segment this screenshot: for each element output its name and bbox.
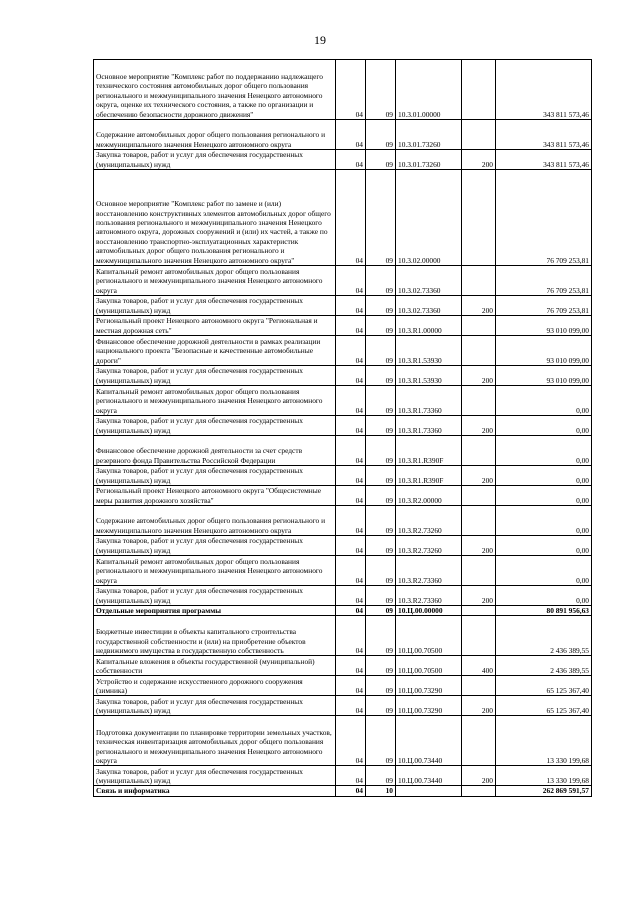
row-section-cell: 04 <box>336 696 366 716</box>
row-target-article-cell: 10.Ц.00.73290 <box>396 696 462 716</box>
row-subsection-cell: 09 <box>366 60 396 120</box>
table-row <box>94 366 592 386</box>
row-section-cell: 04 <box>336 676 366 696</box>
row-expense-type-cell <box>462 436 496 466</box>
row-target-article-cell: 10.3.R1.R390F <box>396 466 462 486</box>
row-name-cell: Устройство и содержание искусственного дорожного сооружения (зимника) <box>94 676 336 696</box>
row-subsection-cell: 09 <box>366 616 396 656</box>
row-name-cell: Финансовое обеспечение дорожной деятельности за счет средств резервного фонда Правительства Российской Федерации <box>94 436 336 466</box>
row-section-cell: 04 <box>336 386 366 416</box>
row-target-article-cell <box>396 786 462 796</box>
row-expense-type-cell <box>462 716 496 766</box>
row-subsection-cell: 09 <box>366 536 396 556</box>
row-name-cell: Содержание автомобильных дорог общего пользования регионального и межмуниципального значения Ненецкого автономного округа <box>94 506 336 536</box>
row-subsection-cell: 09 <box>366 606 396 616</box>
table-row <box>94 170 592 266</box>
row-amount-cell: 80 891 956,63 <box>496 606 592 616</box>
row-target-article-cell: 10.Ц.00.00000 <box>396 606 462 616</box>
row-section-cell: 04 <box>336 786 366 796</box>
budget-table <box>93 59 592 797</box>
table-row <box>94 486 592 506</box>
row-amount-cell: 76 709 253,81 <box>496 170 592 266</box>
row-amount-cell: 0,00 <box>496 586 592 606</box>
row-expense-type-cell <box>462 266 496 296</box>
row-name-cell: Закупка товаров, работ и услуг для обеспечения государственных (муниципальных) нужд <box>94 766 336 786</box>
row-expense-type-cell <box>462 170 496 266</box>
row-target-article-cell: 10.3.R2.73360 <box>396 586 462 606</box>
row-name-cell: Закупка товаров, работ и услуг для обеспечения государственных (муниципальных) нужд <box>94 416 336 436</box>
row-name-cell: Закупка товаров, работ и услуг для обеспечения государственных (муниципальных) нужд <box>94 150 336 170</box>
row-amount-cell: 93 010 099,00 <box>496 336 592 366</box>
table-row <box>94 676 592 696</box>
page-number: 19 <box>314 33 326 47</box>
row-amount-cell: 0,00 <box>496 436 592 466</box>
row-amount-cell: 0,00 <box>496 386 592 416</box>
row-name-cell: Капитальный ремонт автомобильных дорог общего пользования регионального и межмуниципального значения Ненецкого автономного округа <box>94 556 336 586</box>
row-expense-type-cell <box>462 386 496 416</box>
row-section-cell: 04 <box>336 656 366 676</box>
row-expense-type-cell <box>462 606 496 616</box>
row-name-cell: Подготовка документации по планировке территории земельных участков, техническая инвентаризация автомобильных дорог общего пользования регионального и межмуниципального значения Ненецкого автономного округа <box>94 716 336 766</box>
table-row <box>94 336 592 366</box>
row-name-cell: Связь и информатика <box>94 786 336 796</box>
row-amount-cell: 65 125 367,40 <box>496 676 592 696</box>
table-row <box>94 506 592 536</box>
row-subsection-cell: 10 <box>366 786 396 796</box>
row-target-article-cell: 10.3.02.73360 <box>396 266 462 296</box>
table-row <box>94 466 592 486</box>
row-subsection-cell: 09 <box>366 766 396 786</box>
row-expense-type-cell <box>462 486 496 506</box>
budget-table-body <box>94 60 592 797</box>
table-row <box>94 266 592 296</box>
row-subsection-cell: 09 <box>366 416 396 436</box>
row-subsection-cell: 09 <box>366 170 396 266</box>
row-subsection-cell: 09 <box>366 266 396 296</box>
row-subsection-cell: 09 <box>366 436 396 466</box>
table-row <box>94 436 592 466</box>
row-expense-type-cell: 200 <box>462 536 496 556</box>
table-row <box>94 556 592 586</box>
row-expense-type-cell <box>462 616 496 656</box>
row-name-cell: Основное мероприятие "Комплекс работ по поддержанию надлежащего технического состояния автомобильных дорог общего пользования регионального и межмуниципального значения Ненецкого автономного округа, оценке их технического состояния, а также по организации и обеспечению безопасности дорожного движения" <box>94 60 336 120</box>
row-name-cell: Отдельные мероприятия программы <box>94 606 336 616</box>
row-section-cell: 04 <box>336 486 366 506</box>
row-name-cell: Закупка товаров, работ и услуг для обеспечения государственных (муниципальных) нужд <box>94 696 336 716</box>
row-target-article-cell: 10.3.R1.73360 <box>396 416 462 436</box>
row-amount-cell: 343 811 573,46 <box>496 120 592 150</box>
row-name-cell: Основное мероприятие "Комплекс работ по замене и (или) восстановлению конструктивных элементов автомобильных дорог общего пользования регионального и межмуниципального значения Ненецкого автономного округа, дорожных сооружений и (или) их частей, а также по восстановлению транспортно-эксплуатационных характеристик автомобильных дорог общего пользования регионального и межмуниципального значения Ненецкого автономного округа" <box>94 170 336 266</box>
row-amount-cell: 0,00 <box>496 506 592 536</box>
row-amount-cell: 93 010 099,00 <box>496 366 592 386</box>
table-row <box>94 120 592 150</box>
row-expense-type-cell: 200 <box>462 366 496 386</box>
table-row <box>94 786 592 796</box>
row-section-cell: 04 <box>336 60 366 120</box>
row-subsection-cell: 09 <box>366 386 396 416</box>
row-subsection-cell: 09 <box>366 716 396 766</box>
row-name-cell: Бюджетные инвестиции в объекты капитального строительства государственной собственности и (или) на приобретение объектов недвижимого имущества в государственную собственность <box>94 616 336 656</box>
row-target-article-cell: 10.3.R1.53930 <box>396 336 462 366</box>
row-subsection-cell: 09 <box>366 676 396 696</box>
row-amount-cell: 0,00 <box>496 556 592 586</box>
row-subsection-cell: 09 <box>366 336 396 366</box>
row-expense-type-cell <box>462 316 496 336</box>
row-amount-cell: 13 330 199,68 <box>496 716 592 766</box>
row-expense-type-cell: 200 <box>462 416 496 436</box>
row-expense-type-cell: 200 <box>462 296 496 316</box>
row-target-article-cell: 10.3.R2.73260 <box>396 506 462 536</box>
row-subsection-cell: 09 <box>366 150 396 170</box>
row-target-article-cell: 10.3.R2.73360 <box>396 556 462 586</box>
row-name-cell: Содержание автомобильных дорог общего пользования регионального и межмуниципального значения Ненецкого автономного округа <box>94 120 336 150</box>
table-row <box>94 606 592 616</box>
row-amount-cell: 262 869 591,57 <box>496 786 592 796</box>
row-expense-type-cell <box>462 556 496 586</box>
table-row <box>94 586 592 606</box>
row-subsection-cell: 09 <box>366 696 396 716</box>
row-target-article-cell: 10.3.R1.73360 <box>396 386 462 416</box>
table-row <box>94 316 592 336</box>
row-target-article-cell: 10.3.R2.73260 <box>396 536 462 556</box>
row-expense-type-cell <box>462 786 496 796</box>
row-amount-cell: 76 709 253,81 <box>496 296 592 316</box>
row-name-cell: Финансовое обеспечение дорожной деятельности в рамках реализации национального проекта "Безопасные и качественные автомобильные дороги" <box>94 336 336 366</box>
row-amount-cell: 0,00 <box>496 486 592 506</box>
row-section-cell: 04 <box>336 766 366 786</box>
row-name-cell: Закупка товаров, работ и услуг для обеспечения государственных (муниципальных) нужд <box>94 466 336 486</box>
row-name-cell: Капитальный ремонт автомобильных дорог общего пользования регионального и межмуниципального значения Ненецкого автономного округа <box>94 386 336 416</box>
row-expense-type-cell: 200 <box>462 586 496 606</box>
row-subsection-cell: 09 <box>366 316 396 336</box>
row-target-article-cell: 10.3.02.00000 <box>396 170 462 266</box>
table-row <box>94 656 592 676</box>
row-subsection-cell: 09 <box>366 366 396 386</box>
row-section-cell: 04 <box>336 316 366 336</box>
row-name-cell: Капитальный ремонт автомобильных дорог общего пользования регионального и межмуниципального значения Ненецкого автономного округа <box>94 266 336 296</box>
row-expense-type-cell: 400 <box>462 656 496 676</box>
row-name-cell: Закупка товаров, работ и услуг для обеспечения государственных (муниципальных) нужд <box>94 366 336 386</box>
row-expense-type-cell <box>462 120 496 150</box>
row-section-cell: 04 <box>336 366 366 386</box>
row-expense-type-cell: 200 <box>462 150 496 170</box>
row-expense-type-cell <box>462 506 496 536</box>
row-section-cell: 04 <box>336 120 366 150</box>
row-target-article-cell: 10.3.R1.R390F <box>396 436 462 466</box>
row-section-cell: 04 <box>336 170 366 266</box>
table-row <box>94 616 592 656</box>
table-row <box>94 716 592 766</box>
row-section-cell: 04 <box>336 416 366 436</box>
row-subsection-cell: 09 <box>366 506 396 536</box>
row-amount-cell: 343 811 573,46 <box>496 150 592 170</box>
row-amount-cell: 65 125 367,40 <box>496 696 592 716</box>
row-subsection-cell: 09 <box>366 586 396 606</box>
row-section-cell: 04 <box>336 336 366 366</box>
table-row <box>94 416 592 436</box>
row-amount-cell: 0,00 <box>496 536 592 556</box>
row-amount-cell: 0,00 <box>496 466 592 486</box>
row-amount-cell: 0,00 <box>496 416 592 436</box>
row-section-cell: 04 <box>336 606 366 616</box>
row-subsection-cell: 09 <box>366 556 396 586</box>
table-row <box>94 766 592 786</box>
row-target-article-cell: 10.Ц.00.73440 <box>396 716 462 766</box>
row-section-cell: 04 <box>336 616 366 656</box>
row-name-cell: Региональный проект Ненецкого автономного округа "Общесистемные меры развития дорожного хозяйства" <box>94 486 336 506</box>
row-section-cell: 04 <box>336 716 366 766</box>
row-expense-type-cell: 200 <box>462 466 496 486</box>
row-target-article-cell: 10.Ц.00.70500 <box>396 656 462 676</box>
row-section-cell: 04 <box>336 466 366 486</box>
table-row <box>94 150 592 170</box>
row-section-cell: 04 <box>336 296 366 316</box>
row-amount-cell: 13 330 199,68 <box>496 766 592 786</box>
row-target-article-cell: 10.3.R1.53930 <box>396 366 462 386</box>
row-target-article-cell: 10.Ц.00.70500 <box>396 616 462 656</box>
row-subsection-cell: 09 <box>366 296 396 316</box>
row-expense-type-cell <box>462 60 496 120</box>
table-row <box>94 60 592 120</box>
row-target-article-cell: 10.Ц.00.73440 <box>396 766 462 786</box>
table-row <box>94 536 592 556</box>
row-target-article-cell: 10.3.01.00000 <box>396 60 462 120</box>
row-subsection-cell: 09 <box>366 120 396 150</box>
row-target-article-cell: 10.Ц.00.73290 <box>396 676 462 696</box>
row-subsection-cell: 09 <box>366 486 396 506</box>
row-amount-cell: 343 811 573,46 <box>496 60 592 120</box>
row-section-cell: 04 <box>336 266 366 296</box>
row-expense-type-cell <box>462 676 496 696</box>
row-target-article-cell: 10.3.R1.00000 <box>396 316 462 336</box>
row-amount-cell: 2 436 389,55 <box>496 656 592 676</box>
row-name-cell: Закупка товаров, работ и услуг для обеспечения государственных (муниципальных) нужд <box>94 586 336 606</box>
row-section-cell: 04 <box>336 150 366 170</box>
row-subsection-cell: 09 <box>366 656 396 676</box>
row-section-cell: 04 <box>336 536 366 556</box>
row-section-cell: 04 <box>336 586 366 606</box>
row-section-cell: 04 <box>336 506 366 536</box>
row-name-cell: Закупка товаров, работ и услуг для обеспечения государственных (муниципальных) нужд <box>94 536 336 556</box>
row-expense-type-cell: 200 <box>462 766 496 786</box>
row-name-cell: Региональный проект Ненецкого автономного округа "Региональная и местная дорожная сеть" <box>94 316 336 336</box>
row-target-article-cell: 10.3.01.73260 <box>396 120 462 150</box>
table-row <box>94 386 592 416</box>
table-row <box>94 696 592 716</box>
table-row <box>94 296 592 316</box>
row-section-cell: 04 <box>336 436 366 466</box>
row-name-cell: Капитальные вложения в объекты государственной (муниципальной) собственности <box>94 656 336 676</box>
row-target-article-cell: 10.3.01.73260 <box>396 150 462 170</box>
row-name-cell: Закупка товаров, работ и услуг для обеспечения государственных (муниципальных) нужд <box>94 296 336 316</box>
row-subsection-cell: 09 <box>366 466 396 486</box>
row-amount-cell: 2 436 389,55 <box>496 616 592 656</box>
row-expense-type-cell: 200 <box>462 696 496 716</box>
row-amount-cell: 76 709 253,81 <box>496 266 592 296</box>
row-target-article-cell: 10.3.02.73360 <box>396 296 462 316</box>
row-amount-cell: 93 010 099,00 <box>496 316 592 336</box>
row-expense-type-cell <box>462 336 496 366</box>
row-section-cell: 04 <box>336 556 366 586</box>
row-target-article-cell: 10.3.R2.00000 <box>396 486 462 506</box>
